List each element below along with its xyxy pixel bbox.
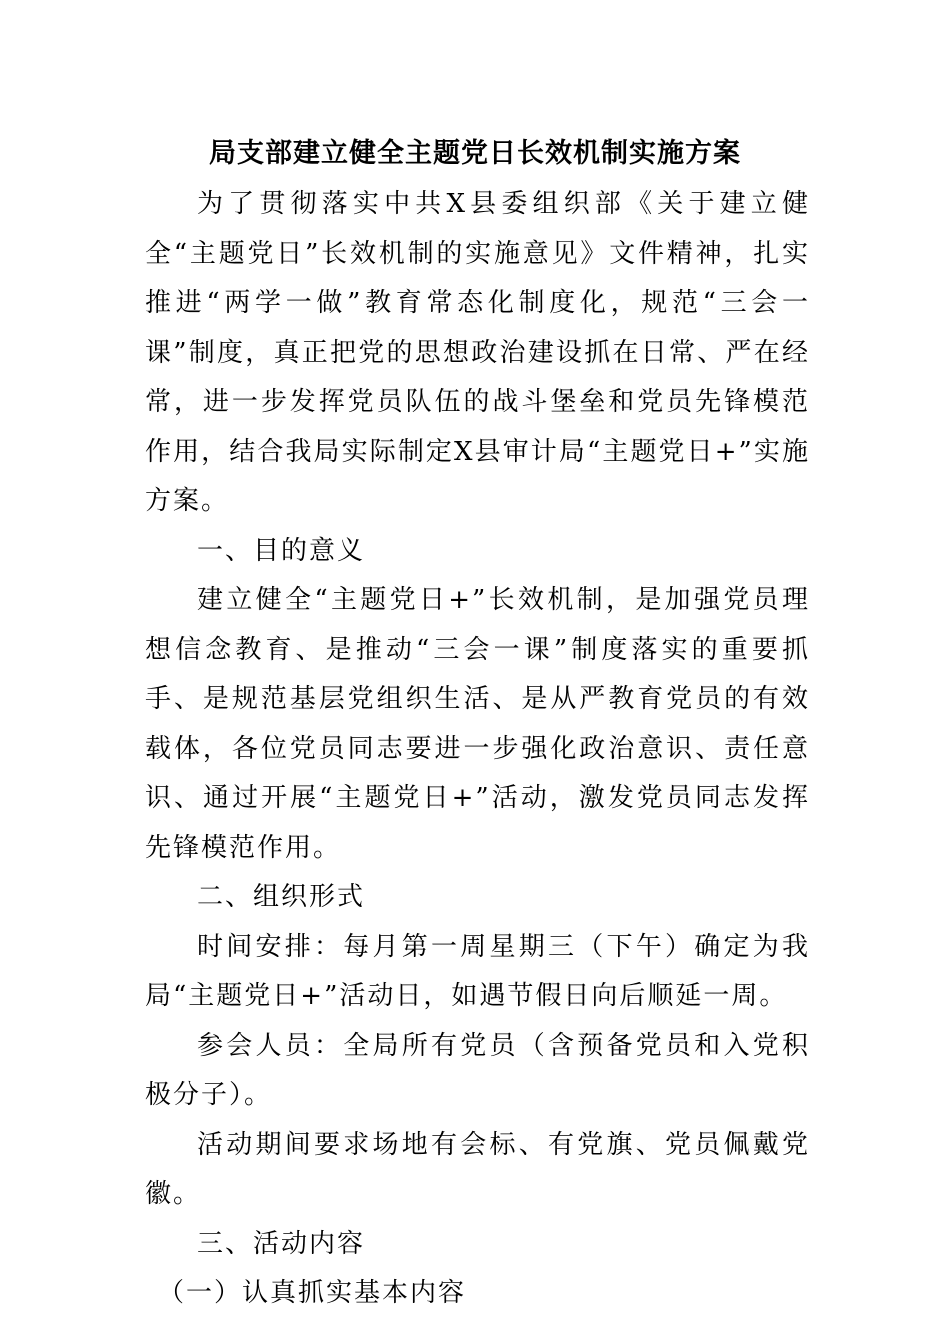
schedule-paragraph: 时间安排：每月第一周星期三（下午）确定为我局“主题党日+”活动日，如遇节假日向后顺延一周。 — [145, 931, 810, 1011]
section-3-heading: 三、活动内容 — [197, 1228, 366, 1259]
requirements-paragraph: 活动期间要求场地有会标、有党旗、党员佩戴党徽。 — [145, 1129, 810, 1209]
attendees-paragraph: 参会人员：全局所有党员（含预备党员和入党积极分子）。 — [145, 1030, 810, 1110]
intro-paragraph: 为了贯彻落实中共X县委组织部《关于建立健全“主题党日”长效机制的实施意见》文件精神，扎实推进“两学一做”教育常态化制度化，规范“三会一课”制度，真正把党的思想政治建设抓在日常、严在经常，进一步发挥党员队伍的战斗堡垒和党员先锋模范作用，结合我局实际制定X县审计局“主题党日+”实施方案。 — [145, 189, 810, 516]
document-body — [145, 180, 810, 1319]
section-3-subheading: （一）认真抓实基本内容 — [158, 1278, 467, 1308]
section-2-heading: 二、组织形式 — [197, 882, 366, 912]
section-1-heading: 一、目的意义 — [197, 535, 366, 566]
section-1-paragraph: 建立健全“主题党日+”长效机制，是加强党员理想信念教育、是推动“三会一课”制度落实的重要抓手、是规范基层党组织生活、是从严教育党员的有效载体，各位党员同志要进一步强化政治意识、责任意识、通过开展“主题党日+”活动，激发党员同志发挥先锋模范作用。 — [145, 585, 810, 863]
document-title: 局支部建立健全主题党日长效机制实施方案 — [209, 138, 741, 169]
